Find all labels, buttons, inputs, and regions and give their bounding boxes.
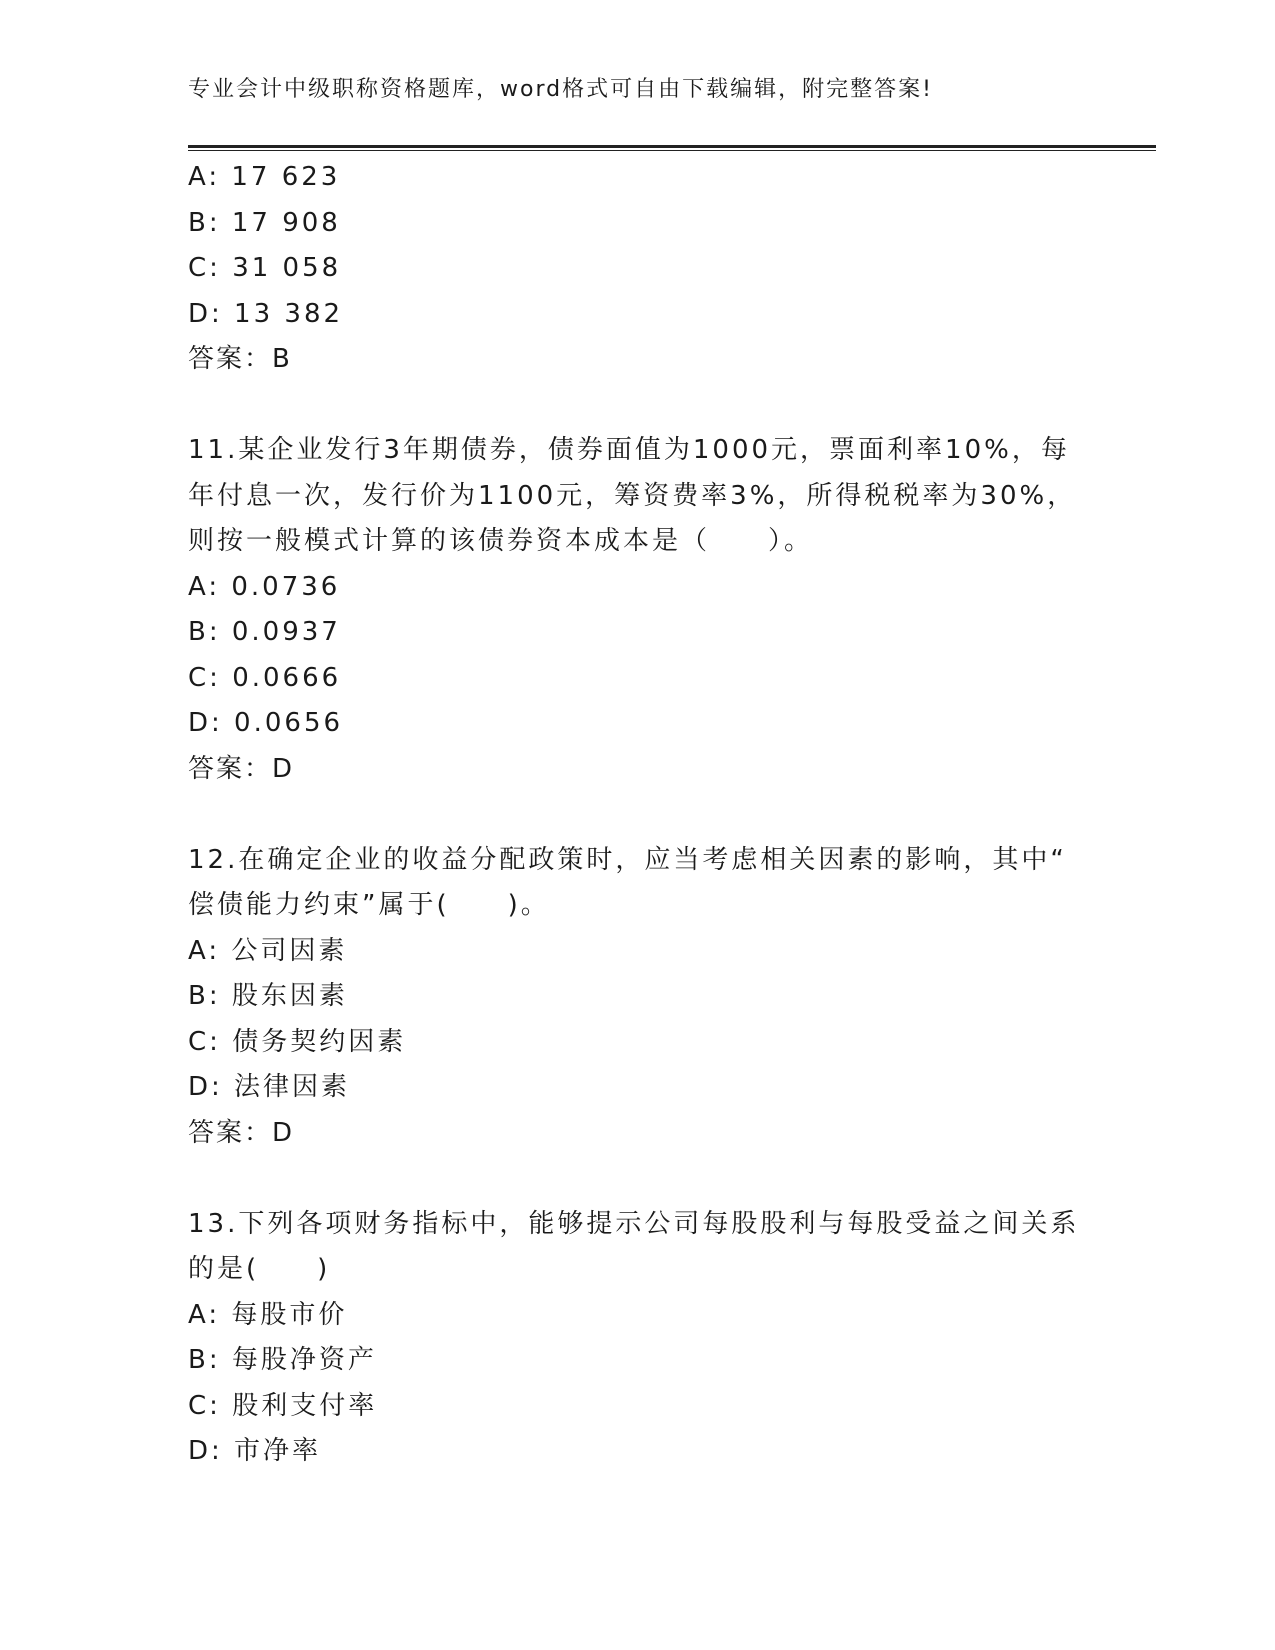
question-12-line-2: 偿债能力约束”属于( )。 [188, 890, 550, 920]
document-body [188, 155, 1088, 1475]
question-11-line-2: 年付息一次，发行价为1100元，筹资费率3%，所得税税率为30%， [188, 480, 1077, 511]
option-a: A: 每股市价 [188, 1299, 348, 1330]
question-12-line-1: 12.在确定企业的收益分配政策时，应当考虑相关因素的影响，其中“ [188, 844, 1067, 875]
option-d: D: 法律因素 [188, 1072, 351, 1102]
option-a: A: 0.0736 [188, 571, 341, 602]
option-c: C: 股利支付率 [188, 1390, 378, 1421]
page-header: 专业会计中级职称资格题库，word格式可自由下载编辑，附完整答案! [188, 77, 933, 102]
option-a: A: 17 623 [188, 162, 341, 192]
question-11-line-3: 则按一般模式计算的该债券资本成本是（ ）。 [188, 526, 814, 556]
option-b: B: 17 908 [188, 207, 341, 238]
answer-label: 答案：B [188, 344, 292, 374]
question-13-line-1: 13.下列各项财务指标中，能够提示公司每股股利与每股受益之间关系 [188, 1208, 1080, 1239]
answer-label: 答案：D [188, 1117, 295, 1148]
answer-label: 答案：D [188, 753, 295, 784]
option-c: C: 0.0666 [188, 662, 342, 693]
option-b: B: 每股净资产 [188, 1345, 377, 1375]
option-c: C: 债务契约因素 [188, 1026, 407, 1057]
question-13-line-2: 的是( ) [188, 1254, 331, 1284]
header-divider [188, 145, 1156, 151]
option-d: D: 13 382 [188, 298, 344, 329]
option-c: C: 31 058 [188, 253, 342, 283]
option-b: B: 股东因素 [188, 981, 348, 1011]
question-11-line-1: 11.某企业发行3年期债券，债券面值为1000元，票面利率10%，每 [188, 435, 1070, 465]
option-b: B: 0.0937 [188, 617, 341, 647]
option-d: D: 市净率 [188, 1436, 322, 1466]
option-d: D: 0.0656 [188, 708, 344, 738]
option-a: A: 公司因素 [188, 935, 348, 966]
